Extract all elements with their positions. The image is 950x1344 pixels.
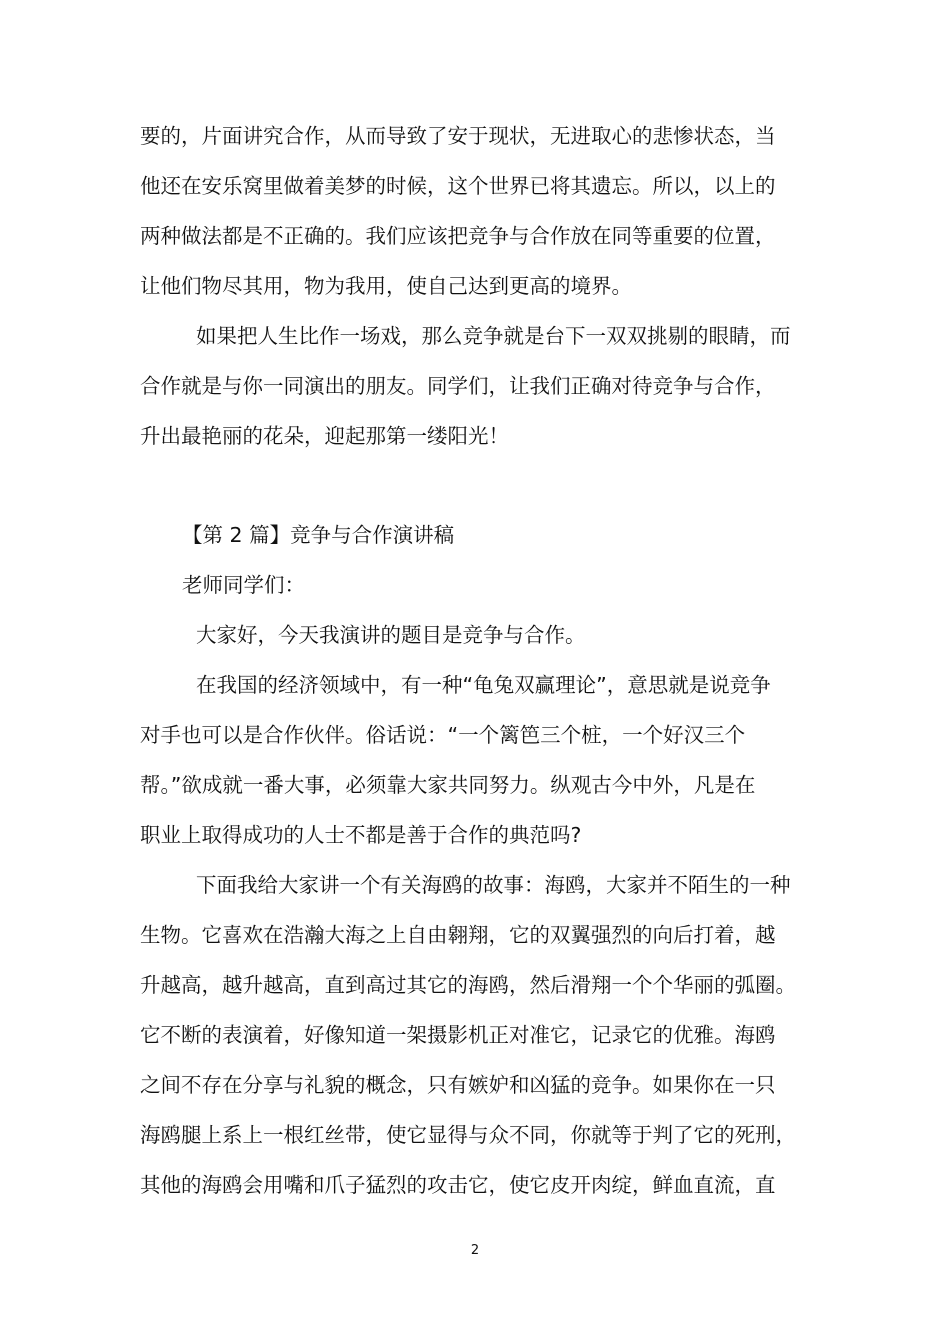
- text-line: 让他们物尽其用，物为我用，使自己达到更高的境界。: [140, 274, 632, 298]
- text-line: 在我国的经济领域中，有一种“龟兔双赢理论”，意思就是说竞争: [196, 673, 771, 697]
- text-line: 帮。”欲成就一番大事，必须靠大家共同努力。纵观古今中外，凡是在: [140, 773, 756, 797]
- text-line: 之间不存在分享与礼貌的概念，只有嫉妒和凶猛的竞争。如果你在一只: [140, 1073, 776, 1097]
- text-line: 下面我给大家讲一个有关海鸥的故事：海鸥，大家并不陌生的一种: [196, 873, 791, 897]
- page-number: 2: [470, 1243, 480, 1258]
- text-line: 对手也可以是合作伙伴。俗话说：“一个篱笆三个桩，一个好汉三个: [140, 723, 746, 747]
- greeting: 大家好，今天我演讲的题目是竞争与合作。: [196, 623, 586, 647]
- salutation: 老师同学们：: [182, 573, 305, 597]
- text-line: 它不断的表演着，好像知道一架摄影机正对准它，记录它的优雅。海鸥: [140, 1023, 776, 1047]
- text-line: 升越高，越升越高，直到高过其它的海鸥，然后滑翔一个个华丽的弧圈。: [140, 973, 796, 997]
- text-line: 生物。它喜欢在浩瀚大海之上自由翱翔，它的双翼强烈的向后打着，越: [140, 923, 776, 947]
- text-line: 如果把人生比作一场戏，那么竞争就是台下一双双挑剔的眼睛，而: [196, 324, 791, 348]
- text-line: 升出最艳丽的花朵，迎起那第一缕阳光！: [140, 424, 509, 448]
- text-line: 其他的海鸥会用嘴和爪子猛烈的攻击它，使它皮开肉绽，鲜血直流，直: [140, 1173, 776, 1197]
- text-line: 要的，片面讲究合作，从而导致了安于现状，无进取心的悲惨状态，当: [140, 124, 776, 148]
- text-line: 他还在安乐窝里做着美梦的时候，这个世界已将其遗忘。所以，以上的: [140, 174, 776, 198]
- text-line: 海鸥腿上系上一根红丝带，使它显得与众不同，你就等于判了它的死刑，: [140, 1123, 796, 1147]
- text-line: 职业上取得成功的人士不都是善于合作的典范吗?: [140, 823, 582, 847]
- text-line: 两种做法都是不正确的。我们应该把竞争与合作放在同等重要的位置，: [140, 224, 776, 248]
- section-title: 【第 2 篇】竞争与合作演讲稿: [182, 523, 455, 547]
- text-line: 合作就是与你一同演出的朋友。同学们，让我们正确对待竞争与合作，: [140, 374, 776, 398]
